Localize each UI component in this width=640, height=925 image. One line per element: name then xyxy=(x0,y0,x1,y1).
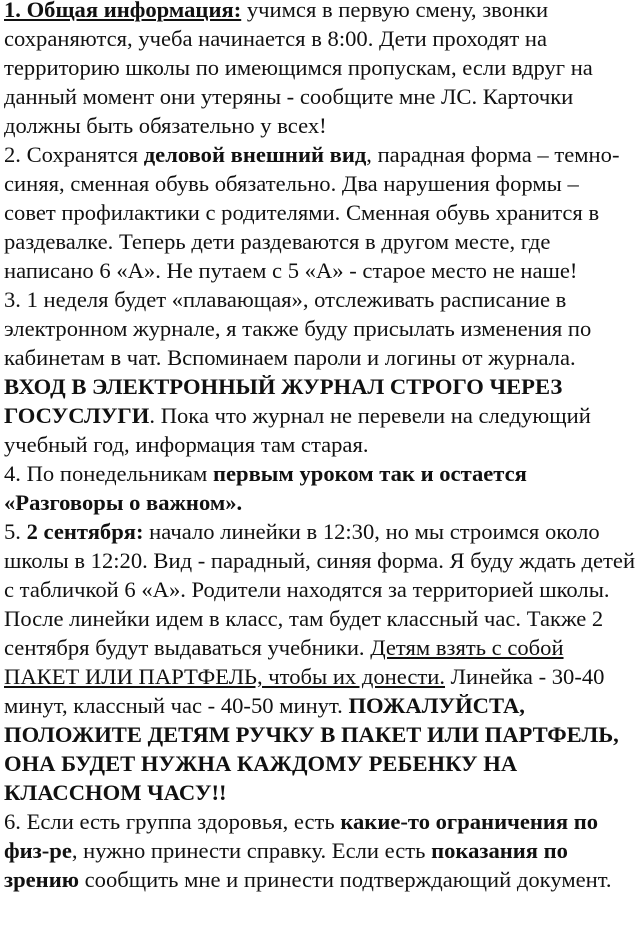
mondays-text-start: 4. По понедельникам xyxy=(4,461,213,486)
general-info-heading: 1. Общая информация: xyxy=(4,0,242,22)
health-text-start: 6. Если есть группа здоровья, есть xyxy=(4,809,341,834)
paragraph-mondays xyxy=(4,459,636,517)
health-vision: показания по зрению xyxy=(4,838,568,892)
health-text-end: сообщить мне и принести подтверждающий документ. xyxy=(78,867,612,892)
schedule-text-start: 3. 1 неделя будет «плавающая», отслеживать расписание в электронном журнале, я также буду присылать изменения по кабинетам в чат. Вспоминаем пароли и логины от журнала. xyxy=(4,287,592,370)
dress-code-emphasis: деловой внешний вид xyxy=(143,142,367,167)
september-date: 2 сентября: xyxy=(26,519,144,544)
dress-code-text-rest: , парадная форма – темно-синяя, сменная обувь обязательно. Два нарушения формы – совет профилактики с родителями. Сменная обувь хранится в раздевалке. Теперь дети раздеваются в другом месте, где написано 6 «А». Не путаем с 5 «А» - старое место не наше! xyxy=(4,142,620,283)
health-text-mid: , нужно принести справку. Если есть xyxy=(71,838,432,863)
september-duration: Линейка - 30-40 минут, классный час - 40-50 минут. xyxy=(4,664,605,718)
paragraph-schedule xyxy=(4,285,636,459)
schedule-text-rest: . Пока что журнал не перевели на следующий учебный год, информация там старая. xyxy=(4,403,591,457)
september-number: 5. xyxy=(4,519,27,544)
paragraph-health xyxy=(4,807,636,894)
paragraph-general-info xyxy=(4,0,636,140)
september-pen-request: ПОЖАЛУЙСТА, ПОЛОЖИТЕ ДЕТЯМ РУЧКУ В ПАКЕТ ИЛИ ПАРТФЕЛЬ, ОНА БУДЕТ НУЖНА КАЖДОМУ РЕБЕНКУ НА КЛАССНОМ ЧАСУ!! xyxy=(4,693,619,805)
general-info-text: учимся в первую смену, звонки сохраняются, учеба начинается в 8:00. Дети проходят на территорию школы по имеющимся пропускам, если вдруг на данный момент они утеряны - сообщите мне ЛС. Карточки должны быть обязательно у всех! xyxy=(4,0,593,138)
paragraph-dress-code xyxy=(4,140,636,285)
paragraph-september-2 xyxy=(4,517,636,807)
september-text: начало линейки в 12:30, но мы строимся около школы в 12:20. Вид - парадный, синяя форма. Я буду ждать детей с табличкой 6 «А». Родители находятся за территорией школы. После линейки идем в класс, там будет классный час. Также 2 сентября будут выдаваться учебники. xyxy=(4,519,636,660)
dress-code-text-start: 2. Сохранятся xyxy=(4,142,144,167)
mondays-emphasis: первым уроком так и остается «Разговоры о важном». xyxy=(4,461,527,515)
september-underlined-note: Детям взять с собой ПАКЕТ ИЛИ ПАРТФЕЛЬ, чтобы их донести. xyxy=(4,635,564,689)
health-pe-restrictions: какие-то ограничения по физ-ре xyxy=(4,809,599,863)
schedule-emphasis: ВХОД В ЭЛЕКТРОННЫЙ ЖУРНАЛ СТРОГО ЧЕРЕЗ ГОСУСЛУГИ xyxy=(4,374,563,428)
